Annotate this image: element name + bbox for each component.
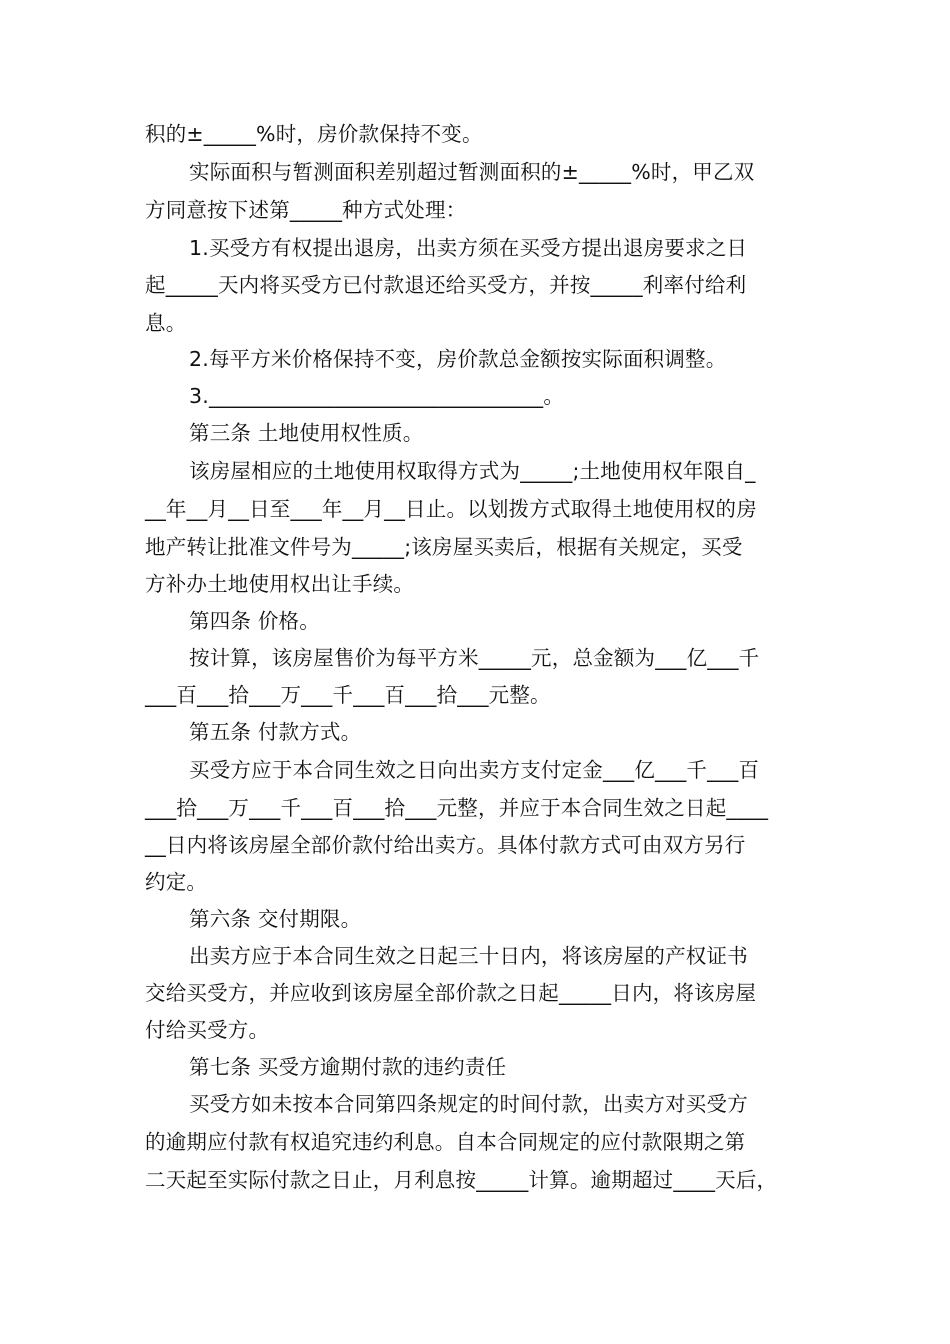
text-line: 出卖方应于本合同生效之日起三十日内，将该房屋的产权证书 bbox=[189, 944, 748, 968]
text-line: __年__月__日至___年__月__日止。以划拨方式取得土地使用权的房 bbox=[145, 497, 757, 521]
section-heading: 第四条 价格。 bbox=[189, 609, 320, 633]
text-line: 二天起至实际付款之日止，月利息按_____计算。逾期超过____天后， bbox=[145, 1168, 778, 1192]
text-line: 息。 bbox=[145, 311, 187, 335]
text-line: 交给买受方，并应收到该房屋全部价款之日起_____日内，将该房屋 bbox=[145, 981, 757, 1005]
text-line: ___百___拾___万___千___百___拾___元整。 bbox=[145, 683, 551, 707]
text-line: 该房屋相应的土地使用权取得方式为_____;土地使用权年限自_ bbox=[189, 459, 756, 483]
text-line: __日内将该房屋全部价款付给出卖方。具体付款方式可由双方另行 bbox=[145, 833, 746, 857]
text-line: 起_____天内将买受方已付款退还给买受方，并按_____利率付给利 bbox=[145, 273, 747, 297]
text-line: 2.每平方米价格保持不变，房价款总金额按实际面积调整。 bbox=[189, 347, 727, 371]
section-heading: 第五条 付款方式。 bbox=[189, 720, 362, 744]
text-line: ___拾___万___千___百___拾___元整，并应于本合同生效之日起____ bbox=[145, 796, 769, 820]
text-line: 的逾期应付款有权追究违约利息。自本合同规定的应付款限期之第 bbox=[145, 1130, 746, 1154]
text-line: 积的±_____%时，房价款保持不变。 bbox=[145, 122, 483, 146]
text-line: 地产转让批准文件号为_____;该房屋买卖后，根据有关规定，买受 bbox=[145, 535, 743, 559]
section-heading: 第七条 买受方逾期付款的违约责任 bbox=[189, 1055, 507, 1079]
text-line: 3.________________________________。 bbox=[189, 384, 565, 408]
text-line: 约定。 bbox=[145, 870, 208, 894]
text-line: 买受方如未按本合同第四条规定的时间付款，出卖方对买受方 bbox=[189, 1092, 748, 1116]
text-line: 1.买受方有权提出退房，出卖方须在买受方提出退房要求之日 bbox=[189, 236, 748, 260]
text-line: 买受方应于本合同生效之日向出卖方支付定金___亿___千___百 bbox=[189, 758, 760, 782]
text-line: 按计算，该房屋售价为每平方米_____元，总金额为___亿___千 bbox=[189, 646, 760, 670]
section-heading: 第六条 交付期限。 bbox=[189, 907, 362, 931]
text-line: 付给买受方。 bbox=[145, 1018, 270, 1042]
text-line: 方补办土地使用权出让手续。 bbox=[145, 572, 415, 596]
section-heading: 第三条 土地使用权性质。 bbox=[189, 421, 424, 445]
text-line: 方同意按下述第_____种方式处理： bbox=[145, 198, 467, 222]
text-line: 实际面积与暂测面积差别超过暂测面积的±_____%时，甲乙双 bbox=[189, 160, 755, 184]
